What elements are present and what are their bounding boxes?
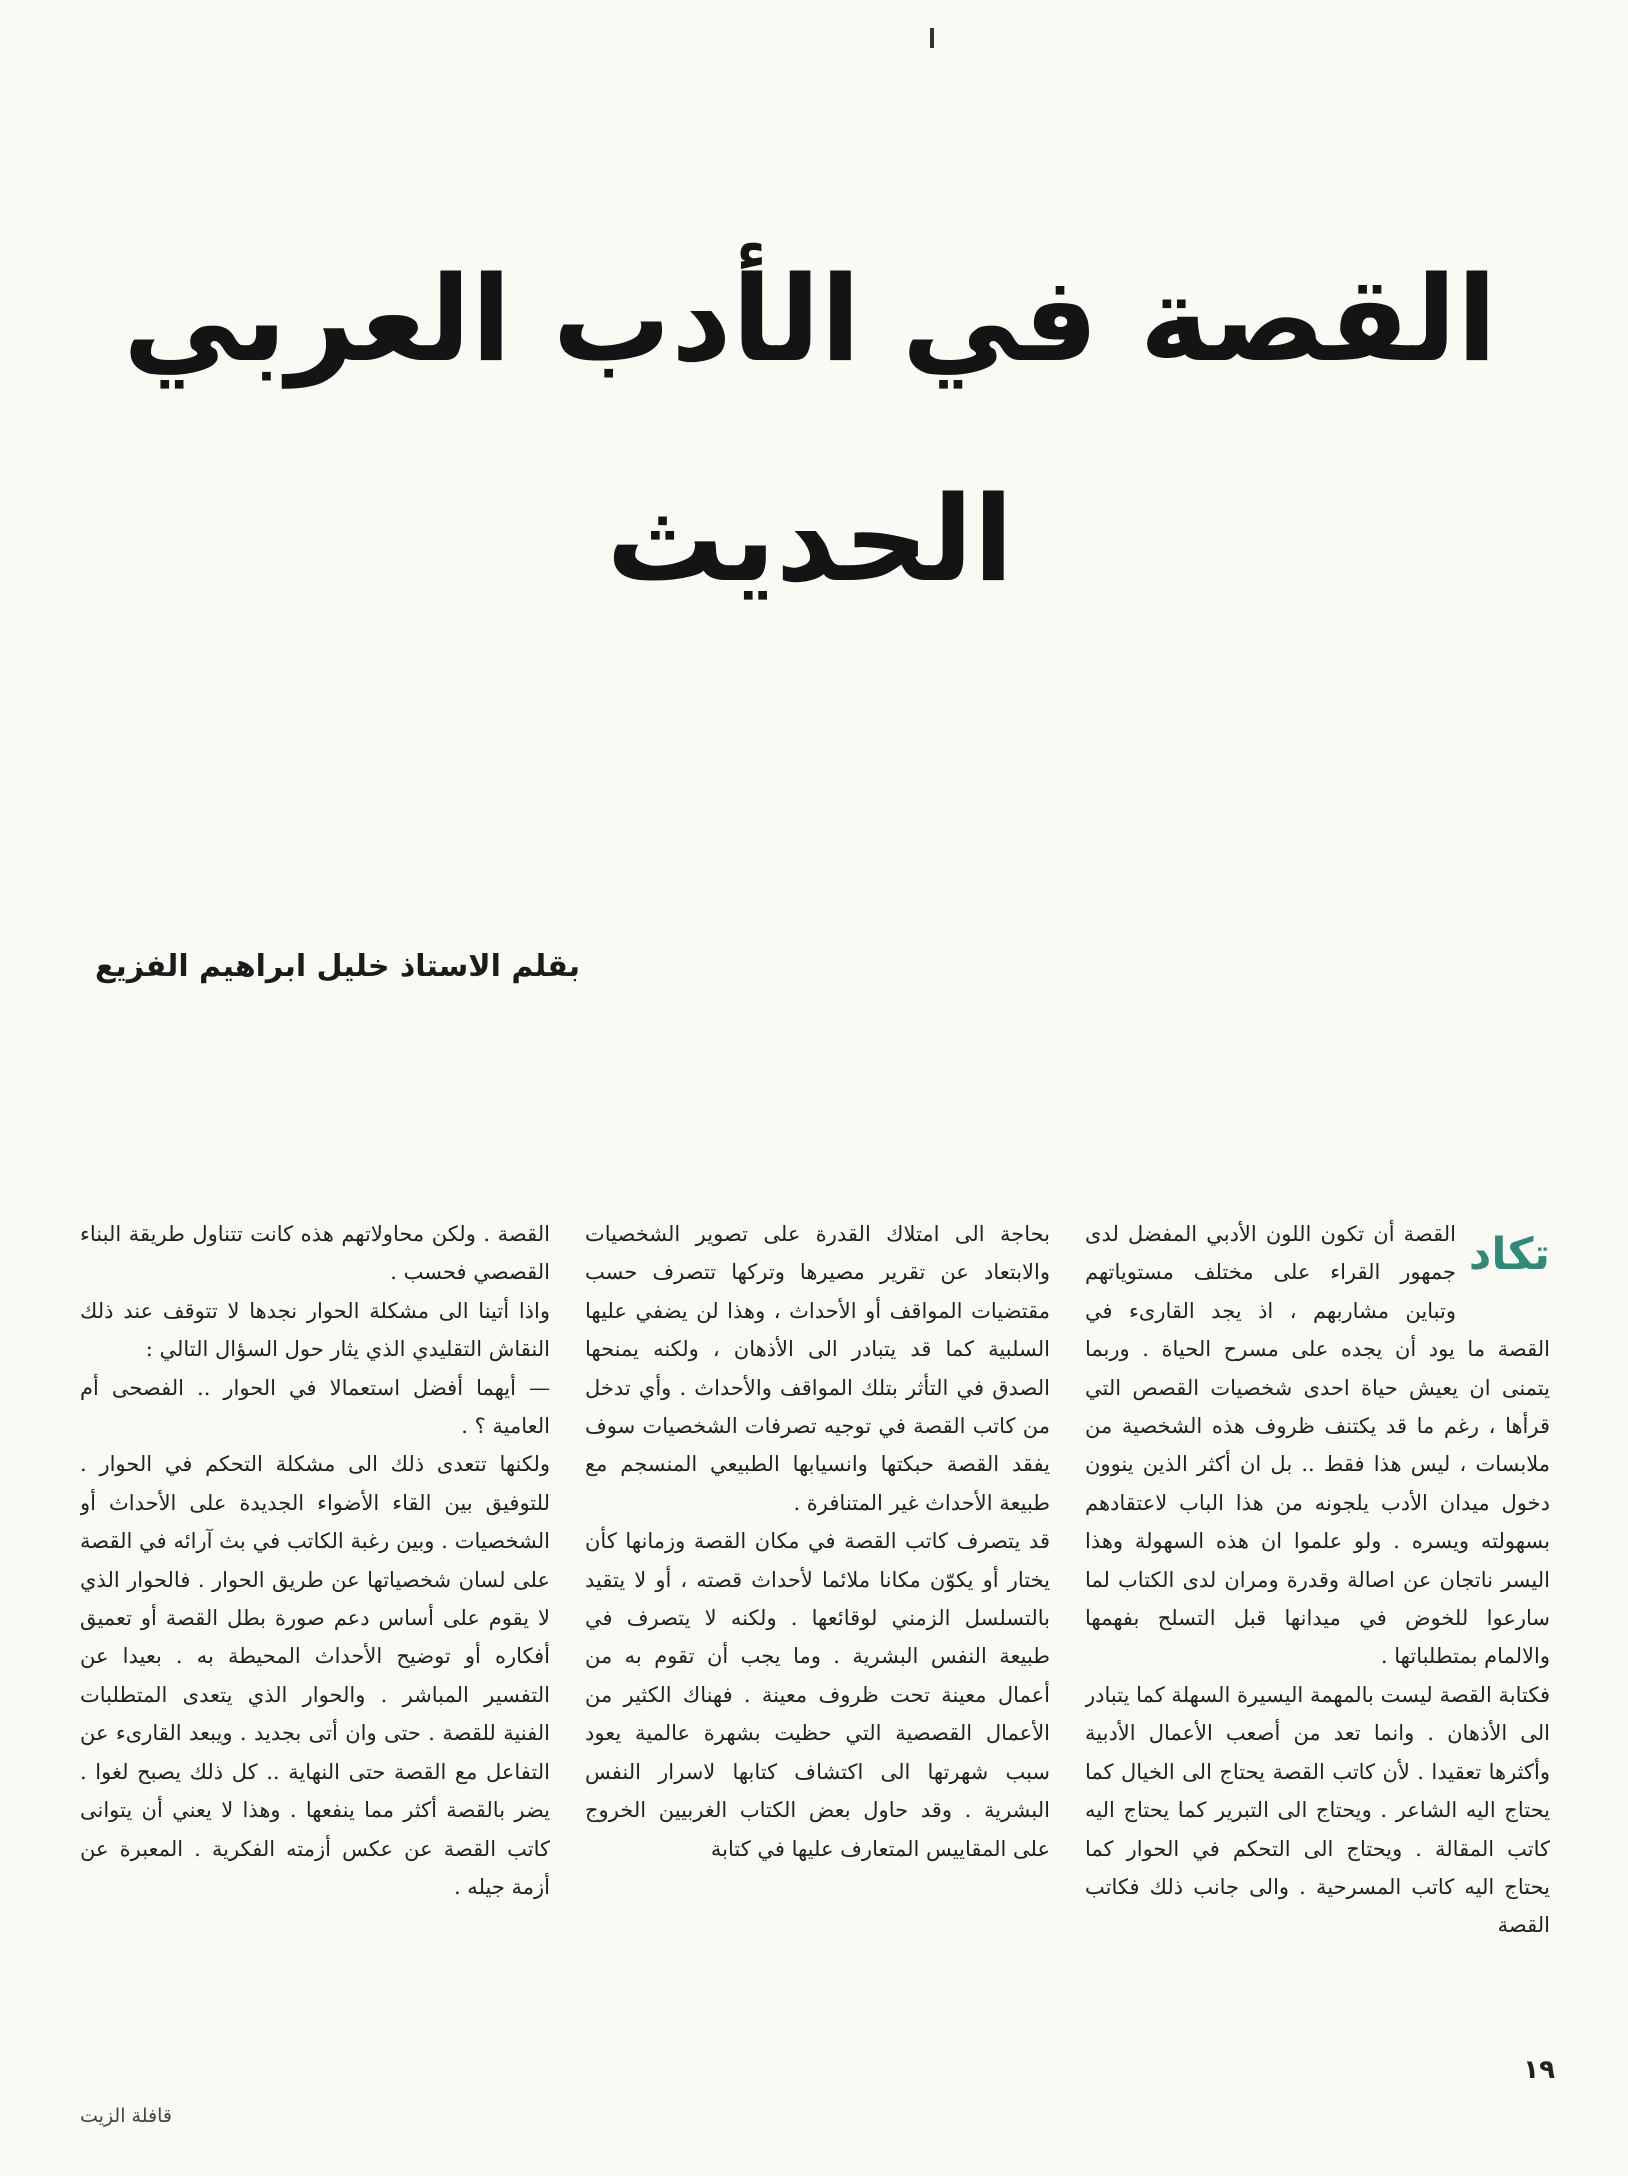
text-column-3: [80, 1215, 550, 2060]
article-title: القصة في الأدب العربي الحديث: [122, 250, 1498, 609]
column-1-paragraph-2: فكتابة القصة ليست بالمهمة اليسيرة السهلة كما يتبادر الى الأذهان . وانما تعد من أصعب الأعمال الأدبية وأكثرها تعقيدا . لأن كاتب القصة يحتاج الى الخيال كما يحتاج اليه الشاعر . ويحتاج الى التبرير كما يحتاج اليه كاتب المقالة . ويحتاج الى التحكم في الحوار كما يحتاج اليه كاتب المسرحية . والى جانب ذلك فكاتب القصة: [1085, 1682, 1550, 1938]
author-byline: بقلم الاستاذ خليل ابراهيم الفزيع: [95, 949, 580, 984]
drop-cap-word: تكاد: [1468, 1229, 1550, 1280]
top-mark: [930, 28, 934, 48]
column-3-paragraph-3: — أيهما أفضل استعمالا في الحوار .. الفصحى أم العامية ؟ .: [80, 1375, 550, 1439]
column-1-paragraph-1: القصة أن تكون اللون الأدبي المفضل لدى جمهور القراء على مختلف مستوياتهم وتباين مشاربهم ، اذ يجد القارىء في القصة ما يود أن يجده على مسرح الحياة . وربما يتمنى ان يعيش حياة احدى شخصيات القصص التي قرأها ، رغم ما قد يكتنف ظروف هذه الشخصية من ملابسات ، ليس هذا فقط .. بل ان أكثر الذين ينوون دخول ميدان الأدب يلجونه من هذا الباب لاعتقادهم بسهولته ويسره . ولو علموا ان هذه السهولة وهذا اليسر ناتجان عن اصالة وقدرة ومران لدى الكتاب لما سارعوا للخوض في ميدانها قبل التسلح بفهمها والالمام بمتطلباتها .: [1085, 1222, 1550, 1669]
publication-footer: قافلة الزيت: [80, 2105, 172, 2127]
column-3-paragraph-2: واذا أتينا الى مشكلة الحوار نجدها لا تتوقف عند ذلك النقاش التقليدي الذي يثار حول السؤال التالي :: [80, 1298, 550, 1362]
text-column-1: [1085, 1215, 1550, 2060]
column-2-paragraph-1: بحاجة الى امتلاك القدرة على تصوير الشخصيات والابتعاد عن تقرير مصيرها وتركها تتصرف حسب مقتضيات المواقف أو الأحداث ، وهذا لن يضفي عليها السلبية كما قد يتبادر الى الأذهان ، ولكنه يمنحها الصدق في التأثر بتلك المواقف والأحداث . وأي تدخل من كاتب القصة في توجيه تصرفات الشخصيات سوف يفقد القصة حبكتها وانسيابها الطبيعي المنسجم مع طبيعة الأحداث غير المتنافرة .: [585, 1222, 1050, 1515]
column-2-paragraph-2: قد يتصرف كاتب القصة في مكان القصة وزمانها كأن يختار أو يكوّن مكانا ملائما لأحداث قصته ، أو لا يتقيد بالتسلسل الزمني لوقائعها . ولكنه لا يتصرف في طبيعة النفس البشرية . وما يجب أن تقوم به من أعمال معينة تحت ظروف معينة . فهناك الكثير من الأعمال القصصية التي حظيت بشهرة عالمية يعود سبب شهرتها الى اكتشاف كتابها لاسرار النفس البشرية . وقد حاول بعض الكتاب الغربيين الخروج على المقاييس المتعارف عليها في كتابة: [585, 1529, 1050, 1861]
column-3-paragraph-4: ولكنها تتعدى ذلك الى مشكلة التحكم في الحوار . للتوفيق بين القاء الأضواء الجديدة على الأحداث أو الشخصيات . وبين رغبة الكاتب في بث آرائه في القصة على لسان شخصياتها عن طريق الحوار . فالحوار الذي لا يقوم على أساس دعم صورة بطل القصة أو تعميق أفكاره أو توضيح الأحداث المحيطة به . بعيدا عن التفسير المباشر . والحوار الذي يتعدى المتطلبات الفنية للقصة . حتى وان أتى بجديد . ويبعد القارىء عن التفاعل مع القصة حتى النهاية .. كل ذلك يصبح لغوا . يضر بالقصة أكثر مما ينفعها . وهذا لا يعني أن يتوانى كاتب القصة عن عكس أزمته الفكرية . المعبرة عن أزمة جيله .: [80, 1452, 550, 1899]
column-3-paragraph-1: القصة . ولكن محاولاتهم هذه كانت تتناول طريقة البناء القصصي فحسب .: [80, 1222, 550, 1285]
text-column-2: [585, 1215, 1050, 2060]
page-number: ١٩: [1523, 2055, 1555, 2085]
